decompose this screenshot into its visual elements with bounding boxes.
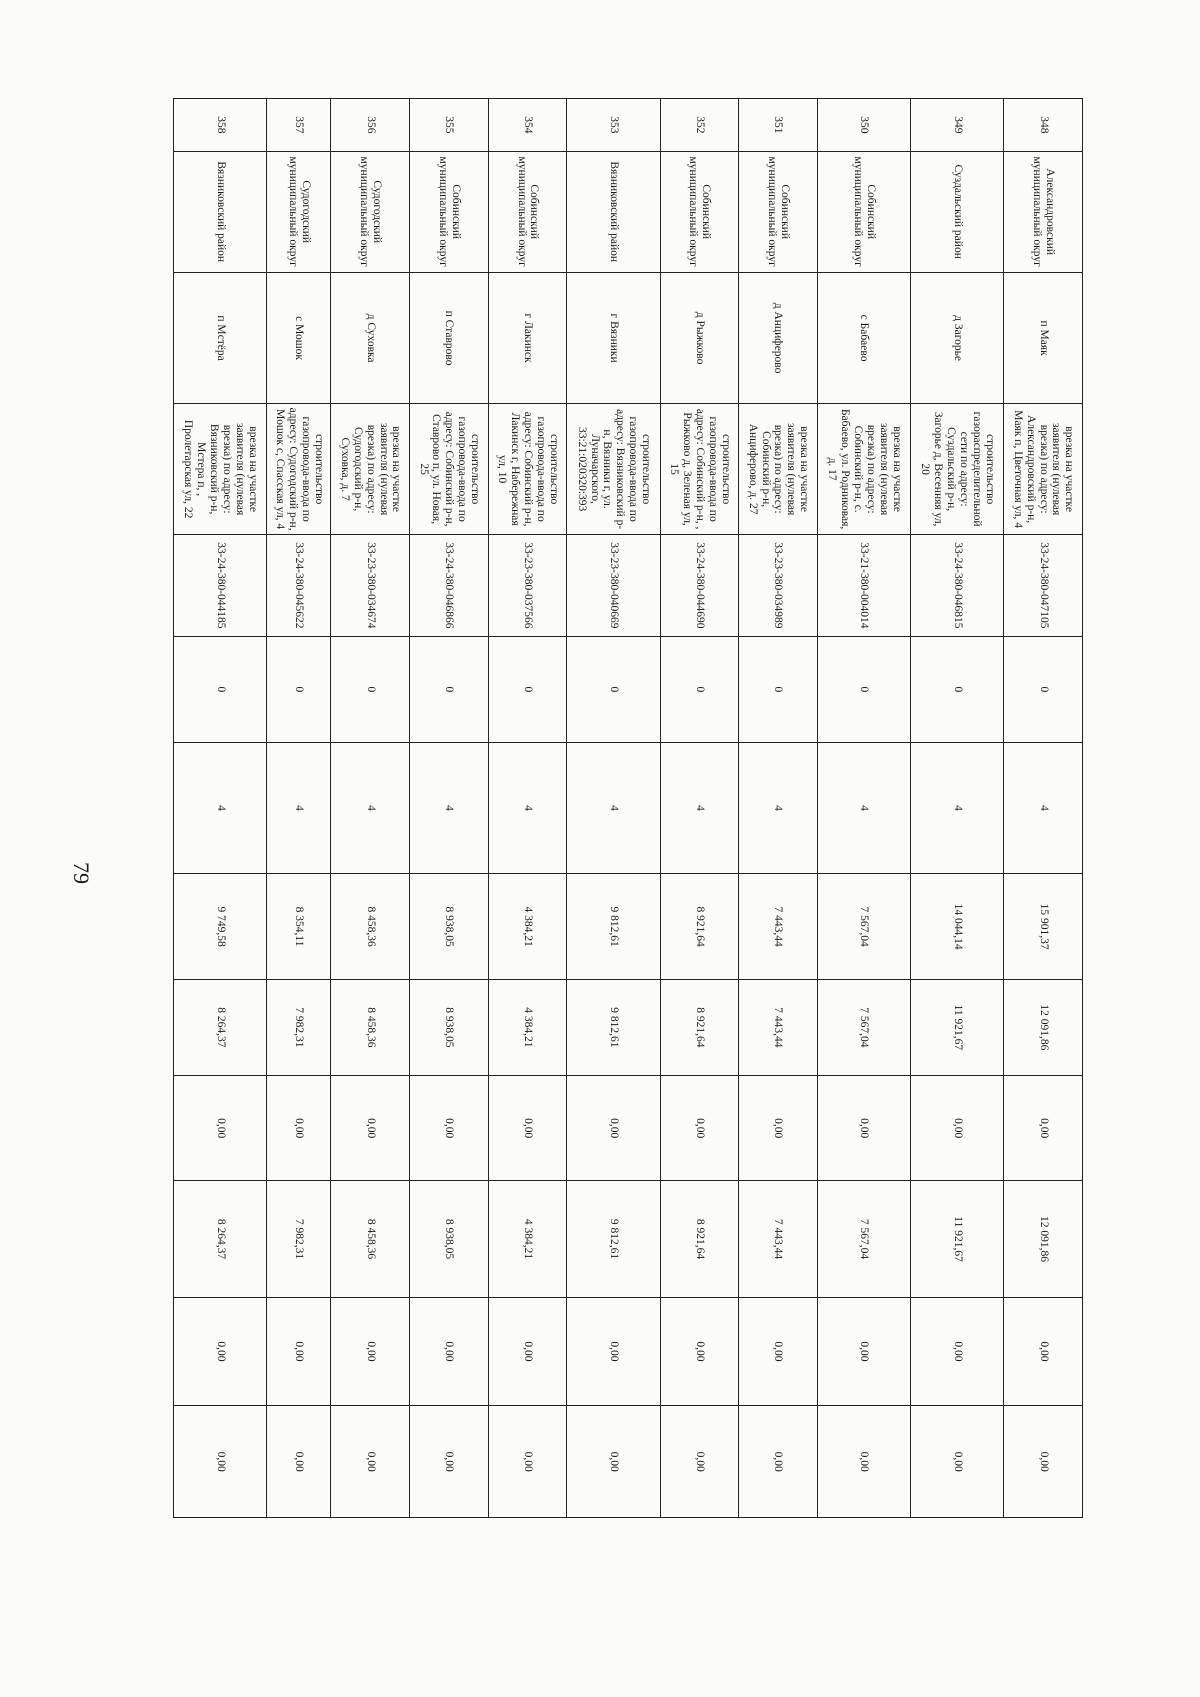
cell-description: врезка на участке заявителя (нулевая врезка) по адресу: Судогодский р-н, Суховка, д. 7 [331,404,410,534]
cell-municipality: Суздальский район [911,151,1004,272]
cell-v2: 4 [739,742,818,874]
cell-v8: 0,00 [1004,1406,1083,1518]
cell-v5: 0,00 [488,1075,567,1180]
cell-v3: 9 812,61 [567,874,660,979]
cell-v8: 0,00 [817,1406,910,1518]
table-row [267,99,331,1518]
cell-v3: 8 354,11 [267,874,331,979]
cell-v1: 0 [331,637,410,742]
cell-n: 349 [911,99,1004,152]
cell-description: врезка на участке заявителя (нулевая врезка) по адресу: Собинский р-н, Анциферово, д. 27 [739,404,818,534]
cell-v7: 0,00 [817,1297,910,1406]
cell-v2: 4 [660,742,739,874]
cell-v1: 0 [174,637,267,742]
cell-v3: 7 443,44 [739,874,818,979]
cell-v2: 4 [488,742,567,874]
cell-v6: 4 384,21 [488,1181,567,1297]
cell-municipality: Собинский муниципальный округ [817,151,910,272]
cell-v8: 0,00 [739,1406,818,1518]
cell-v7: 0,00 [1004,1297,1083,1406]
cell-v3: 8 458,36 [331,874,410,979]
cell-settlement: с Бабаево [817,272,910,404]
cell-v1: 0 [739,637,818,742]
cell-v2: 4 [410,742,489,874]
cell-v1: 0 [488,637,567,742]
table-row [410,99,489,1518]
cell-n: 357 [267,99,331,152]
cell-description: строительство газопровода-ввода по адресу: Судогодский р-н, Мошок с, Спасская ул, 4 [267,404,331,534]
data-table [173,98,1083,1518]
table-row [174,99,267,1518]
cell-description: строительство газопровода-ввода по адресу: Собинский р-н, Лакинск г, Набережная ул, 10 [488,404,567,534]
cell-v4: 8 938,05 [410,979,489,1075]
cell-v4: 4 384,21 [488,979,567,1075]
cell-v7: 0,00 [174,1297,267,1406]
cell-v4: 8 264,37 [174,979,267,1075]
cell-v6: 11 921,67 [911,1181,1004,1297]
table-row [911,99,1004,1518]
cell-municipality: Александровский муниципальный округ [1004,151,1083,272]
cell-settlement: с Мошок [267,272,331,404]
cell-v2: 4 [1004,742,1083,874]
cell-code: 33-23-380-034674 [331,534,410,636]
cell-municipality: Вязниковский район [567,151,660,272]
cell-v6: 7 567,04 [817,1181,910,1297]
page-number: 79 [69,862,94,884]
cell-v8: 0,00 [410,1406,489,1518]
cell-v2: 4 [911,742,1004,874]
cell-v1: 0 [817,637,910,742]
cell-v6: 7 982,31 [267,1181,331,1297]
cell-v7: 0,00 [567,1297,660,1406]
cell-v7: 0,00 [911,1297,1004,1406]
cell-v1: 0 [410,637,489,742]
cell-v4: 8 458,36 [331,979,410,1075]
cell-code: 33-24-380-047105 [1004,534,1083,636]
cell-v8: 0,00 [331,1406,410,1518]
cell-description: врезка на участке заявителя (нулевая врезка) по адресу: Вязниковский р-н, Мстера п, , Пролетарская ул, 22 [174,404,267,534]
cell-v5: 0,00 [660,1075,739,1180]
cell-v4: 9 812,61 [567,979,660,1075]
cell-municipality: Собинский муниципальный округ [660,151,739,272]
cell-v7: 0,00 [267,1297,331,1406]
cell-v6: 8 921,64 [660,1181,739,1297]
cell-v2: 4 [174,742,267,874]
cell-n: 356 [331,99,410,152]
cell-municipality: Судогодский муниципальный округ [267,151,331,272]
table-row [567,99,660,1518]
cell-settlement: п Ставрово [410,272,489,404]
cell-code: 33-24-380-044690 [660,534,739,636]
cell-v1: 0 [267,637,331,742]
cell-v4: 7 982,31 [267,979,331,1075]
cell-code: 33-23-380-040669 [567,534,660,636]
cell-n: 355 [410,99,489,152]
cell-v5: 0,00 [911,1075,1004,1180]
cell-v6: 8 458,36 [331,1181,410,1297]
cell-v6: 8 264,37 [174,1181,267,1297]
cell-settlement: д Суховка [331,272,410,404]
cell-code: 33-23-380-037566 [488,534,567,636]
cell-v2: 4 [567,742,660,874]
cell-v1: 0 [660,637,739,742]
cell-v6: 7 443,44 [739,1181,818,1297]
cell-settlement: г Лакинск [488,272,567,404]
cell-settlement: д Анциферово [739,272,818,404]
cell-v6: 12 091,86 [1004,1181,1083,1297]
cell-v5: 0,00 [817,1075,910,1180]
cell-n: 352 [660,99,739,152]
cell-n: 348 [1004,99,1083,152]
cell-v4: 7 567,04 [817,979,910,1075]
cell-v1: 0 [567,637,660,742]
cell-code: 33-24-380-046815 [911,534,1004,636]
table-row [739,99,818,1518]
cell-v7: 0,00 [488,1297,567,1406]
cell-v2: 4 [267,742,331,874]
cell-v8: 0,00 [174,1406,267,1518]
cell-v5: 0,00 [174,1075,267,1180]
cell-n: 354 [488,99,567,152]
cell-v8: 0,00 [660,1406,739,1518]
cell-v8: 0,00 [911,1406,1004,1518]
cell-v4: 11 921,67 [911,979,1004,1075]
cell-v5: 0,00 [1004,1075,1083,1180]
cell-v7: 0,00 [660,1297,739,1406]
cell-v5: 0,00 [410,1075,489,1180]
cell-v3: 7 567,04 [817,874,910,979]
table-row [331,99,410,1518]
cell-n: 350 [817,99,910,152]
table-row [817,99,910,1518]
cell-v5: 0,00 [331,1075,410,1180]
cell-v8: 0,00 [488,1406,567,1518]
rotated-table-sheet [173,98,1083,1518]
cell-v5: 0,00 [567,1075,660,1180]
cell-n: 353 [567,99,660,152]
cell-v1: 0 [1004,637,1083,742]
cell-description: врезка на участке заявителя (нулевая врезка) по адресу: Александровский р-н, Маяк п, Цветочная ул, 4 [1004,404,1083,534]
cell-v3: 9 749,58 [174,874,267,979]
cell-v7: 0,00 [331,1297,410,1406]
cell-v1: 0 [911,637,1004,742]
cell-v3: 14 044,14 [911,874,1004,979]
cell-v3: 15 901,37 [1004,874,1083,979]
cell-description: врезка на участке заявителя (нулевая врезка) по адресу: Собинский р-н, с. Бабаево, ул. Родниковая, д. 17 [817,404,910,534]
cell-municipality: Собинский муниципальный округ [488,151,567,272]
cell-v5: 0,00 [739,1075,818,1180]
cell-v3: 8 938,05 [410,874,489,979]
cell-settlement: п Мстёра [174,272,267,404]
cell-code: 33-24-380-045622 [267,534,331,636]
cell-v8: 0,00 [267,1406,331,1518]
cell-v6: 9 812,61 [567,1181,660,1297]
cell-settlement: п Маяк [1004,272,1083,404]
cell-v4: 8 921,64 [660,979,739,1075]
cell-code: 33-23-380-034989 [739,534,818,636]
cell-code: 33-24-380-046866 [410,534,489,636]
cell-v6: 8 938,05 [410,1181,489,1297]
cell-municipality: Вязниковский район [174,151,267,272]
table-row [1004,99,1083,1518]
cell-settlement: д Рыжково [660,272,739,404]
cell-municipality: Собинский муниципальный округ [739,151,818,272]
cell-description: строительство газопровода-ввода по адресу: Собинский р-н, Ставрово п, ул. Новая, 25 [410,404,489,534]
cell-v2: 4 [331,742,410,874]
cell-description: строительство газораспределительной сети по адресу: Суздальский р-н, Загорье д, Весенняя ул, 20 [911,404,1004,534]
cell-v8: 0,00 [567,1406,660,1518]
table-row [660,99,739,1518]
cell-v4: 12 091,86 [1004,979,1083,1075]
cell-code: 33-21-380-004014 [817,534,910,636]
cell-v3: 8 921,64 [660,874,739,979]
table-row [488,99,567,1518]
cell-municipality: Судогодский муниципальный округ [331,151,410,272]
cell-code: 33-24-380-044185 [174,534,267,636]
cell-v2: 4 [817,742,910,874]
cell-v4: 7 443,44 [739,979,818,1075]
cell-v7: 0,00 [410,1297,489,1406]
cell-v5: 0,00 [267,1075,331,1180]
cell-settlement: г Вязники [567,272,660,404]
cell-settlement: д Загорье [911,272,1004,404]
cell-n: 358 [174,99,267,152]
cell-v3: 4 384,21 [488,874,567,979]
cell-municipality: Собинский муниципальный округ [410,151,489,272]
cell-v7: 0,00 [739,1297,818,1406]
cell-description: строительство газопровода-ввода по адресу: Собинский р-н, , Рыжково д, Зеленая ул, 15 [660,404,739,534]
cell-description: строительство газопровода-ввода по адресу: Вязниковский р-н, Вязники г, ул. Луначарского, 33:21:020320:393 [567,404,660,534]
cell-n: 351 [739,99,818,152]
